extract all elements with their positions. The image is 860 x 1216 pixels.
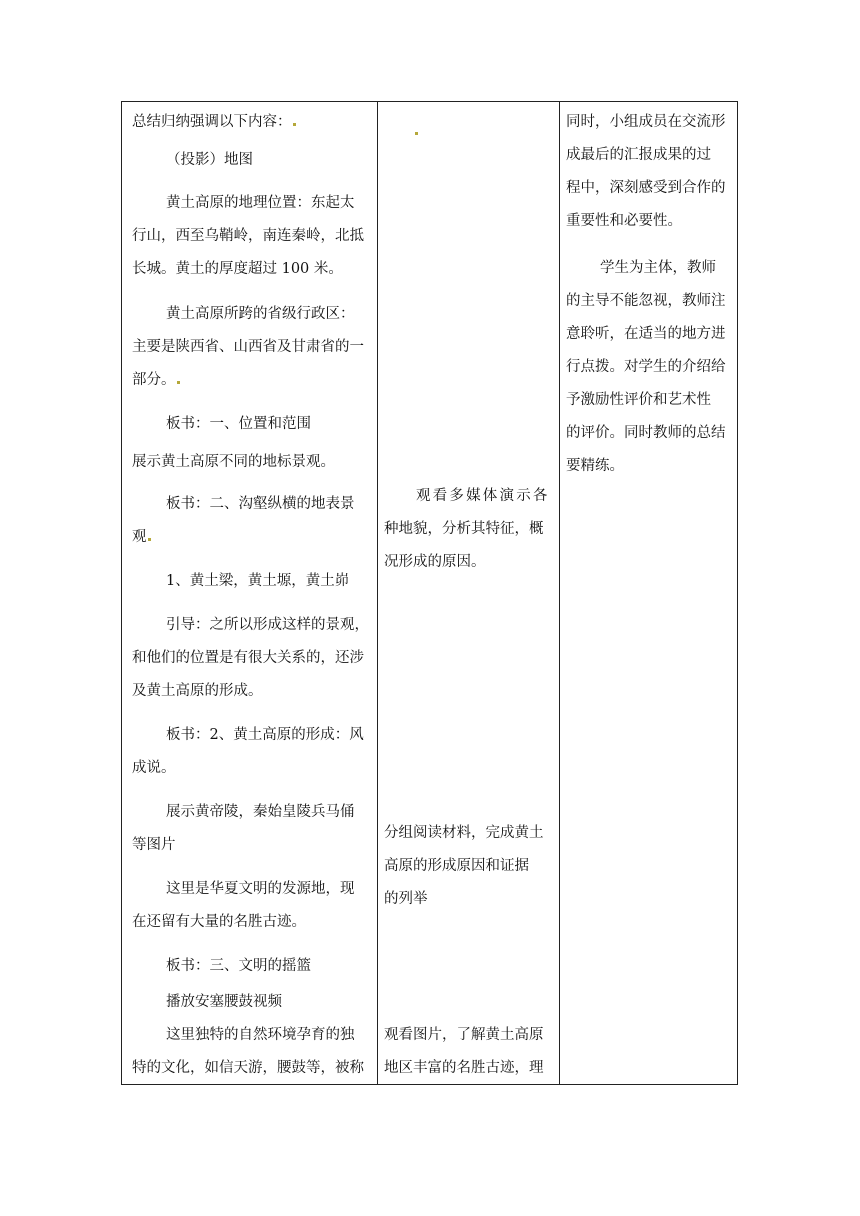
- paragraph: 总结归纳强调以下内容：: [132, 106, 297, 139]
- paragraph-line: 学生为主体，教师: [600, 260, 716, 276]
- paragraph-line: 意聆听，在适当的地方进: [566, 326, 726, 342]
- paragraph-line: 同时，小组成员在交流形: [566, 114, 726, 130]
- student-activity-column: [378, 102, 559, 1084]
- paragraph-line: 展示黄帝陵，秦始皇陵兵马俑: [166, 804, 355, 820]
- paragraph-line: 黄土高原所跨的省级行政区：: [166, 306, 355, 322]
- paragraph-line: 要精练。: [566, 458, 624, 474]
- paragraph-line: 等图片: [132, 837, 176, 853]
- paragraph-line: 的评价。同时教师的总结: [566, 425, 726, 441]
- paragraph-line: 观看多媒体演示各: [416, 488, 550, 504]
- paragraph-line: 观: [132, 521, 152, 554]
- paragraph-line: 及黄土高原的形成。: [132, 683, 263, 699]
- paragraph-line: 地区丰富的名胜古迹，理: [384, 1060, 544, 1076]
- paragraph-line: 特的文化，如信天游，腰鼓等，被称: [132, 1060, 364, 1076]
- marker-dot: [414, 120, 419, 139]
- paragraph: 板书：一、位置和范围: [166, 416, 311, 432]
- paragraph-line: 程中，深刻感受到合作的: [566, 180, 726, 196]
- paragraph-line: 予激励性评价和艺术性: [566, 392, 711, 408]
- paragraph: （投影）地图: [166, 152, 253, 168]
- paragraph: 板书：三、文明的摇篮: [166, 958, 311, 974]
- paragraph: 展示黄土高原不同的地标景观。: [132, 454, 335, 470]
- paragraph-line: 在还留有大量的名胜古迹。: [132, 914, 306, 930]
- teacher-activity-column: [122, 102, 377, 1084]
- paragraph-line: 种地貌，分析其特征，概: [384, 521, 544, 537]
- paragraph-line: 高原的形成原因和证据: [384, 858, 529, 874]
- paragraph-line: 这里是华夏文明的发源地，现: [166, 881, 355, 897]
- paragraph-line: 这里独特的自然环境孕育的独: [166, 1027, 355, 1043]
- paragraph-line: 部分。: [132, 364, 181, 397]
- paragraph-line: 观看图片，了解黄土高原: [384, 1027, 544, 1043]
- paragraph-line: 成说。: [132, 760, 176, 776]
- paragraph-line: 行点拨。对学生的介绍给: [566, 359, 726, 375]
- paragraph-line: 的主导不能忽视，教师注: [566, 293, 726, 309]
- paragraph-line: 板书：二、沟壑纵横的地表景: [166, 496, 355, 512]
- paragraph-line: 行山，西至乌鞘岭，南连秦岭，北抵: [132, 228, 364, 244]
- lesson-plan-table: [121, 101, 738, 1085]
- paragraph-line: 主要是陕西省、山西省及甘肃省的一: [132, 339, 364, 355]
- paragraph-line: 板书：2、黄土高原的形成：风: [166, 727, 364, 743]
- paragraph: 播放安塞腰鼓视频: [166, 994, 282, 1010]
- paragraph-line: 引导：之所以形成这样的景观，: [166, 617, 369, 633]
- paragraph-line: 成最后的汇报成果的过: [566, 147, 711, 163]
- paragraph-line: 况形成的原因。: [384, 554, 486, 570]
- paragraph-line: 和他们的位置是有很大关系的，还涉: [132, 650, 364, 666]
- paragraph-line: 长城。黄土的厚度超过 100 米。: [132, 261, 343, 277]
- paragraph-line: 的列举: [384, 891, 428, 907]
- paragraph-line: 黄土高原的地理位置：东起太: [166, 195, 355, 211]
- paragraph-line: 分组阅读材料，完成黄土: [384, 825, 544, 841]
- paragraph-line: 重要性和必要性。: [566, 213, 682, 229]
- design-intent-column: [560, 102, 738, 1084]
- paragraph: 1、黄土梁，黄土塬，黄土峁: [166, 573, 350, 589]
